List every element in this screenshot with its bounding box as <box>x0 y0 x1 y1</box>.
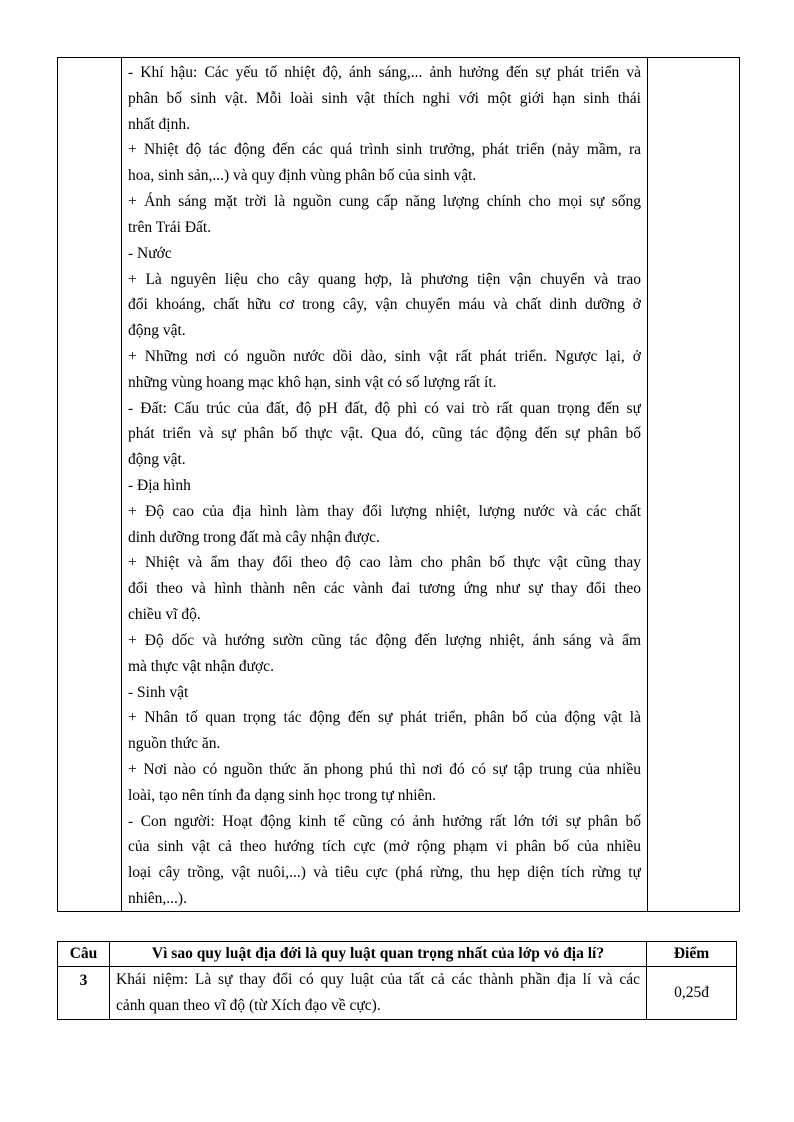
main-answer-lines <box>128 60 641 911</box>
text-line: + Là nguyên liệu cho cây quang hợp, là phương tiện vận chuyển và trao <box>128 270 641 288</box>
question-table-header-question: Vì sao quy luật địa đới là quy luật quan trọng nhất của lớp vỏ địa lí? <box>110 942 647 967</box>
text-line: + Độ dốc và hướng sườn cũng tác động đến lượng nhiệt, ánh sáng và ẩm <box>128 631 641 649</box>
text-line: nguồn thức ăn. <box>128 735 221 753</box>
text-line: - Khí hậu: Các yếu tố nhiệt độ, ánh sáng,... ảnh hưởng đến sự phát triển và <box>128 64 641 81</box>
question-3-table <box>57 941 737 1020</box>
text-line: chiều vĩ độ. <box>128 606 201 624</box>
answer-table-content-cell <box>122 58 647 911</box>
text-line: nhất định. <box>128 115 190 133</box>
text-line: hoa, sinh sản,...) và quy định vùng phân bố của sinh vật. <box>128 167 477 185</box>
question-points-cell: 0,25đ <box>674 984 709 1001</box>
text-line: mà thực vật nhận được. <box>128 657 274 675</box>
text-line: phát triển và sự phân bố thực vật. Qua đó, cũng tác động đến sự phân bố <box>128 425 641 443</box>
text-line: cảnh quan theo vĩ độ (từ Xích đạo về cực). <box>116 996 381 1014</box>
text-line: Khái niệm: Là sự thay đổi có quy luật của tất cả các thành phần địa lí và các <box>116 971 640 988</box>
answer-detail-table <box>57 57 740 912</box>
text-line: + Nơi nào có nguồn thức ăn phong phú thì nơi đó có sự tập trung của nhiều <box>128 760 641 778</box>
text-line: + Ánh sáng mặt trời là nguồn cung cấp năng lượng chính cho mọi sự sống <box>128 193 641 211</box>
text-line: - Đất: Cấu trúc của đất, độ pH đất, độ phì có vai trò rất quan trọng đến sự <box>128 399 641 417</box>
text-line: + Độ cao của địa hình làm thay đổi lượng nhiệt, lượng nước và các chất <box>128 502 641 520</box>
answer-table-score-column <box>647 58 739 911</box>
text-line: trên Trái Đất. <box>128 218 212 236</box>
text-line: nhiên,...). <box>128 890 187 907</box>
answer-table-question-column <box>58 58 122 911</box>
question-table-header-cau: Câu <box>58 942 110 967</box>
text-line: động vật. <box>128 322 186 340</box>
text-line: + Nhiệt độ tác động đến các quá trình sinh trưởng, phát triển (nảy mầm, ra <box>128 141 641 159</box>
question-number-cell: 3 <box>58 967 110 1019</box>
question-table-header-diem: Điểm <box>647 942 736 967</box>
text-line: của sinh vật cả theo hướng tích cực (mở rộng phạm vi phân bố của nhiều <box>128 838 641 856</box>
text-line: + Nhân tố quan trọng tác động đến sự phát triển, phân bố của động vật là <box>128 709 641 727</box>
text-line: - Nước <box>128 244 172 262</box>
text-line: + Nhiệt và ẩm thay đổi theo độ cao làm cho phân bố thực vật cũng thay <box>128 554 641 572</box>
text-line: - Con người: Hoạt động kinh tế cũng có ảnh hưởng rất lớn tới sự phân bố <box>128 812 641 830</box>
text-line: đổi khoáng, chất hữu cơ trong cây, vận chuyển máu và chất dinh dưỡng ở <box>128 296 641 314</box>
text-line: phân bố sinh vật. Mỗi loài sinh vật thích nghi với một giới hạn sinh thái <box>128 89 641 107</box>
text-line: những vùng hoang mạc khô hạn, sinh vật có số lượng rất ít. <box>128 373 497 391</box>
text-line: loại cây trồng, vật nuôi,...) và tiêu cực (phá rừng, thu hẹp diện tích rừng tự <box>128 864 641 882</box>
text-line: đổi theo và hình thành nên các vành đai tương ứng như sự thay đổi theo <box>128 580 641 598</box>
question-answer-cell <box>110 967 647 1019</box>
text-line: - Địa hình <box>128 477 191 494</box>
question-answer-lines <box>116 967 640 1019</box>
text-line: - Sinh vật <box>128 683 189 701</box>
text-line: dinh dưỡng trong đất mà cây nhận được. <box>128 528 380 546</box>
text-line: + Những nơi có nguồn nước dồi dào, sinh vật rất phát triển. Ngược lại, ở <box>128 347 641 365</box>
text-line: loài, tạo nên tính đa dạng sinh học trong tự nhiên. <box>128 786 437 804</box>
text-line: động vật. <box>128 451 186 469</box>
